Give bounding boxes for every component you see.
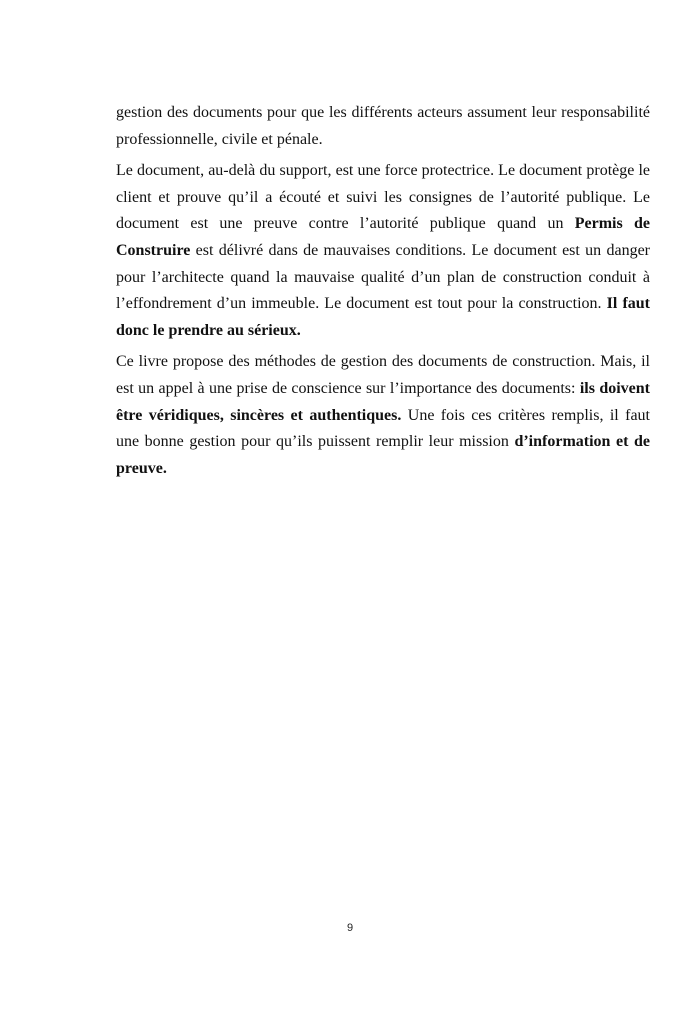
paragraph-1-text: gestion des documents pour que les différents acteurs assument leur responsabilité professionnelle, civile et pénale. <box>116 104 650 148</box>
body-text <box>116 100 650 487</box>
paragraph-3-text-b: Une fois ces critères remplis, il faut une bonne gestion pour qu’ils puissent remplir leur mission <box>116 406 651 451</box>
page-number: 9 <box>346 922 354 934</box>
permis-de-construire-bold: Permis de Construire <box>116 215 650 259</box>
paragraph-2-text-b: est délivré dans de mauvaises conditions. Le document est un danger pour l’architecte quand la mauvaise qualité d’un plan de construction conduit à l’effondrement d’un immeuble. Le document est tout pour la construction. <box>116 241 650 313</box>
ils-doivent-bold: ils doivent être véridiques, sincères et authentiques. <box>116 379 650 424</box>
information-preuve-bold: d’information et de preuve. <box>116 433 650 477</box>
paragraph-2-text-a: Le document, au-delà du support, est une force protectrice. Le document protège le client et prouve qu’il a écouté et suivi les consignes de l’autorité publique. Le document est une preuve contre l’autorité publique quand un <box>116 162 650 233</box>
paragraph-2 <box>116 158 650 344</box>
paragraph-1 <box>116 100 650 153</box>
paragraph-3-text-a: Ce livre propose des méthodes de gestion des documents de construction. Mais, il est un appel à une prise de conscience sur l’importance des documents: <box>116 353 650 397</box>
paragraph-3 <box>116 349 650 482</box>
il-faut-bold: Il faut donc le prendre au sérieux. <box>116 295 651 339</box>
